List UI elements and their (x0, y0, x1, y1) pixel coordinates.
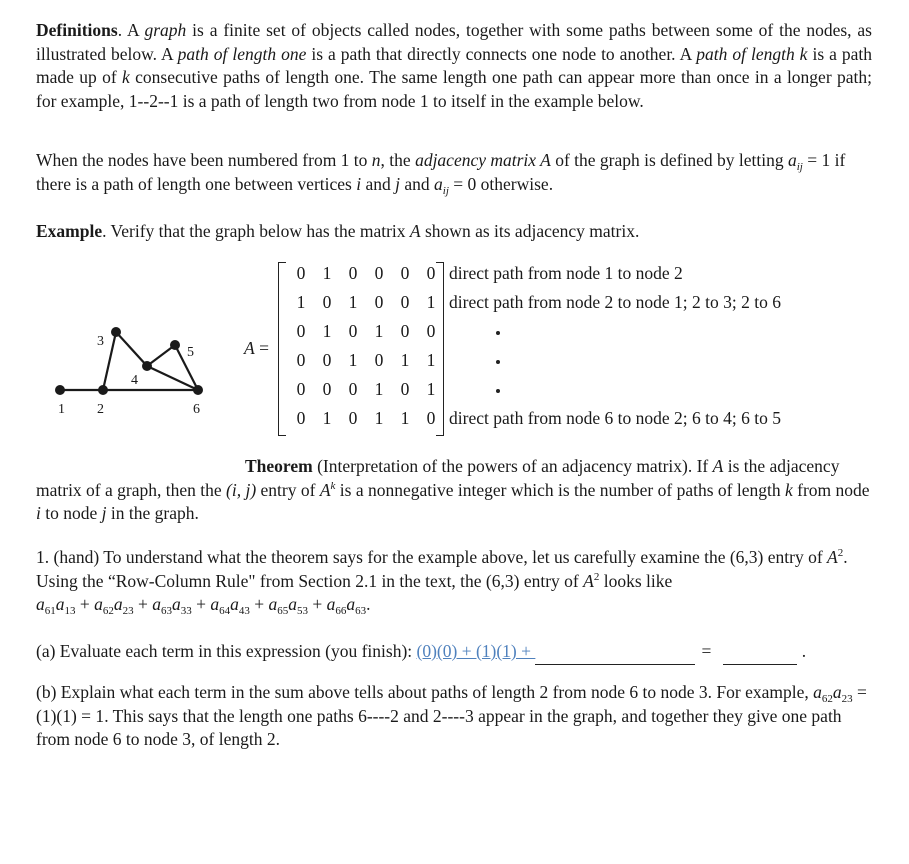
matrix-cell: 1 (400, 408, 410, 428)
var-A: A (712, 456, 724, 476)
graph-node-5 (170, 340, 180, 350)
sum-term: $a_{61}a_{13}$ (36, 594, 76, 617)
var-k: k (122, 67, 130, 87)
text: (a) Evaluate each term in this expression (you finish): (36, 641, 417, 661)
matrix-cell: 1 (322, 408, 332, 428)
matrix-cell: 0 (322, 379, 332, 399)
sup-2: 2 (593, 570, 600, 583)
matrix-cell: 1 (426, 292, 436, 312)
answer-filled-terms[interactable]: (0)(0) + (1)(1) + (416, 641, 536, 661)
text: = 0 otherwise. (448, 173, 554, 194)
var-a: a (434, 173, 443, 194)
text: consecutive paths of length one. The same length one path can appear more than once in a longer path; for example, 1--2--1 is a path of length two from node 1 to itself in the example below. (36, 67, 872, 111)
var-a: a (787, 150, 797, 170)
sum-term: $a_{62}a_{23}$ (94, 594, 134, 617)
sub-ij: ij (796, 161, 803, 173)
matrix-cell: 0 (296, 321, 306, 341)
matrix-row (288, 263, 444, 292)
matrix-cell: 0 (322, 292, 332, 312)
text: , the (380, 150, 416, 170)
matrix-row (288, 321, 444, 350)
text: shown as its adjacency matrix. (420, 221, 640, 241)
text: of the graph is defined by letting (550, 150, 788, 170)
matrix-cell: 1 (400, 350, 410, 370)
var-j: j (101, 503, 107, 523)
sup-2: 2 (837, 547, 844, 559)
graph-node-6 (193, 385, 203, 395)
ellipsis-dot (496, 360, 500, 364)
text: When the nodes have been numbered from 1 to (36, 150, 372, 170)
matrix-row (288, 408, 444, 437)
ellipsis-dot (496, 389, 500, 393)
matrix-cell: 0 (296, 263, 306, 283)
left-bracket (278, 262, 286, 436)
var-i: i (356, 173, 362, 194)
term-graph: graph (144, 20, 187, 40)
graph-node-1 (55, 385, 65, 395)
matrix-row-note: direct path from node 6 to node 2; 6 to 4; 6 to 5 (449, 408, 781, 428)
matrix-cell: 0 (296, 408, 306, 428)
graph-node-label: 5 (187, 345, 194, 360)
matrix-cell: 0 (296, 379, 306, 399)
matrix-cell: 1 (348, 292, 358, 312)
graph-edge (116, 332, 147, 366)
text: looks like (599, 570, 673, 591)
graph-edge (147, 345, 175, 366)
text: and (400, 173, 435, 194)
sub-ij: ij (442, 184, 449, 197)
text: . A (117, 20, 145, 40)
graph-node-label: 4 (131, 373, 138, 388)
matrix-cell: 0 (400, 263, 410, 283)
text: is the adjacency matrix of a graph, then the (36, 456, 840, 500)
graph-diagram (0, 0, 260, 440)
matrix-cell: 0 (374, 263, 384, 283)
matrix-cell: 1 (296, 292, 306, 312)
sum-term: $a_{65}a_{53}$ (268, 594, 308, 617)
theorem-paragraph (36, 455, 872, 526)
matrix-cell: 0 (348, 379, 358, 399)
matrix-cell: 0 (374, 292, 384, 312)
matrix-cell: 0 (426, 263, 436, 283)
ellipsis-dot (496, 331, 500, 335)
text: entry of (256, 479, 320, 500)
matrix-cell: 0 (400, 379, 410, 399)
text: . (801, 641, 807, 661)
graph-node-label: 1 (58, 402, 65, 417)
text: . Using the “Row-Column Rule" from Section 2.1 in the text, the (6,3) entry of (36, 547, 848, 591)
text: (Interpretation of the powers of an adjacency matrix). If (312, 456, 713, 476)
matrix-cell: 0 (400, 321, 410, 341)
graph-node-3 (111, 327, 121, 337)
text: = (1)(1) = 1 (36, 682, 867, 726)
matrix-row (288, 292, 444, 321)
var-j: j (395, 173, 401, 194)
graph-node-label: 2 (97, 402, 104, 417)
text: and (361, 173, 396, 194)
var-A: A (409, 221, 421, 241)
matrix-cell: 1 (322, 321, 332, 341)
answer-blank-total[interactable] (723, 640, 797, 665)
var-n: n (371, 150, 381, 170)
sum-term: $a_{64}a_{43}$ (210, 594, 250, 617)
matrix-cell: 0 (426, 321, 436, 341)
matrix-cell: 0 (348, 408, 358, 428)
matrix-label: A = (244, 338, 269, 358)
sup-k: k (330, 479, 336, 492)
graph-node-4 (142, 361, 152, 371)
text: = 1 if there is a path of length one between vertices (36, 150, 846, 194)
matrix-cell: 0 (426, 408, 436, 428)
matrix-cell: 1 (374, 321, 384, 341)
matrix-cell: 0 (400, 292, 410, 312)
graph-node-label: 6 (193, 402, 200, 417)
term-adjacency-matrix: adjacency matrix A (415, 150, 551, 170)
var-A: A (827, 547, 838, 567)
row-column-sum-expression: $a_{61}a_{13} + a_{62}a_{23} + a_{63}a_{33} + a_{64}a_{43} + a_{65}a_{53} + a_{66}a_{63}$ (36, 594, 367, 617)
text: from node (792, 479, 870, 500)
matrix-cell: 0 (348, 263, 358, 283)
var-k: k (784, 479, 793, 500)
matrix-row-note: direct path from node 1 to node 2 (449, 263, 683, 283)
sum-term: $a_{66}a_{63}$ (326, 594, 367, 617)
matrix-row (288, 350, 444, 379)
var-A: A (319, 479, 331, 500)
term-path-length-k: path of length k (696, 43, 808, 64)
matrix-cell: 1 (374, 408, 384, 428)
term-path-length-one: path of length one (177, 43, 307, 64)
matrix-cell: 0 (296, 350, 306, 370)
text: (b) Explain what each term in the sum above tells about paths of length 2 from node 6 to node 3. For example, (36, 682, 814, 702)
matrix-cell: 1 (348, 350, 358, 370)
matrix-row-note: direct path from node 2 to node 1; 2 to 3; 2 to 6 (449, 292, 781, 312)
text: is a finite set of objects called nodes, together with some paths between some of the nodes, as illustrated below. A (36, 20, 872, 64)
var-i: i (36, 503, 41, 523)
theorem-heading: Theorem (245, 456, 313, 476)
graph-edge (147, 366, 198, 390)
part-a-paragraph (36, 640, 872, 665)
matrix-cell: 0 (322, 350, 332, 370)
part-b-paragraph: (b) Explain what each term in the sum above tells about paths of length 2 from node 6 to node 3. For example, $a_{62}a_{23} = (1)(1) = 1$. This says that the length one paths 6----2 and 2----3 appear in the graph, and together they give one path from node 6 to node 3, of length 2. (36, 682, 867, 749)
matrix-cell: 0 (348, 321, 358, 341)
answer-blank-terms[interactable] (535, 640, 695, 665)
text: is a path that directly connects one node to another. A (306, 43, 697, 64)
var-ij: (i, j) (226, 479, 257, 500)
matrix-cell: 1 (322, 263, 332, 283)
text: . This says that the length one paths 6----2 and 2----3 appear in the graph, and together they give one path from node 6 to node 3, of length 2. (36, 705, 842, 749)
text: . Verify that the graph below has the matrix (102, 221, 410, 241)
graph-edge (103, 332, 116, 390)
text: is a path made up of (36, 43, 873, 87)
problem-1-paragraph: 1. (hand) To understand what the theorem says for the example above, let us carefully examine the (6,3) entry of $A^2$. Using the “Row-Column Rule" from Section 2.1 in the text, the (6,3) entry of $A^2$ looks like $a_{61}a_{13} + a_{62}a_{23} + a_{63}a_{33} + a_{64}a_{43} + a_{65}a_{53} + a_{66}a_{63}$. (36, 547, 848, 617)
equals-sign: = (701, 641, 712, 661)
matrix-cell: 1 (374, 379, 384, 399)
matrix-cell: 1 (426, 379, 436, 399)
example-heading: Example (36, 221, 103, 241)
text: to node (40, 503, 102, 523)
text: 1. (hand) To understand what the theorem says for the example above, let us carefully examine the (6,3) entry of (36, 547, 828, 567)
graph-node-2 (98, 385, 108, 395)
matrix-row (288, 379, 444, 408)
matrix-cell: 0 (374, 350, 384, 370)
definitions-heading: Definitions (36, 20, 118, 40)
var-A: A (583, 570, 594, 591)
text: in the graph. (106, 503, 199, 523)
graph-node-label: 3 (97, 334, 104, 349)
sum-term: $a_{63}a_{33}$ (152, 594, 192, 617)
matrix-cell: 1 (426, 350, 436, 370)
text: is a nonnegative integer which is the number of paths of length (335, 479, 785, 500)
